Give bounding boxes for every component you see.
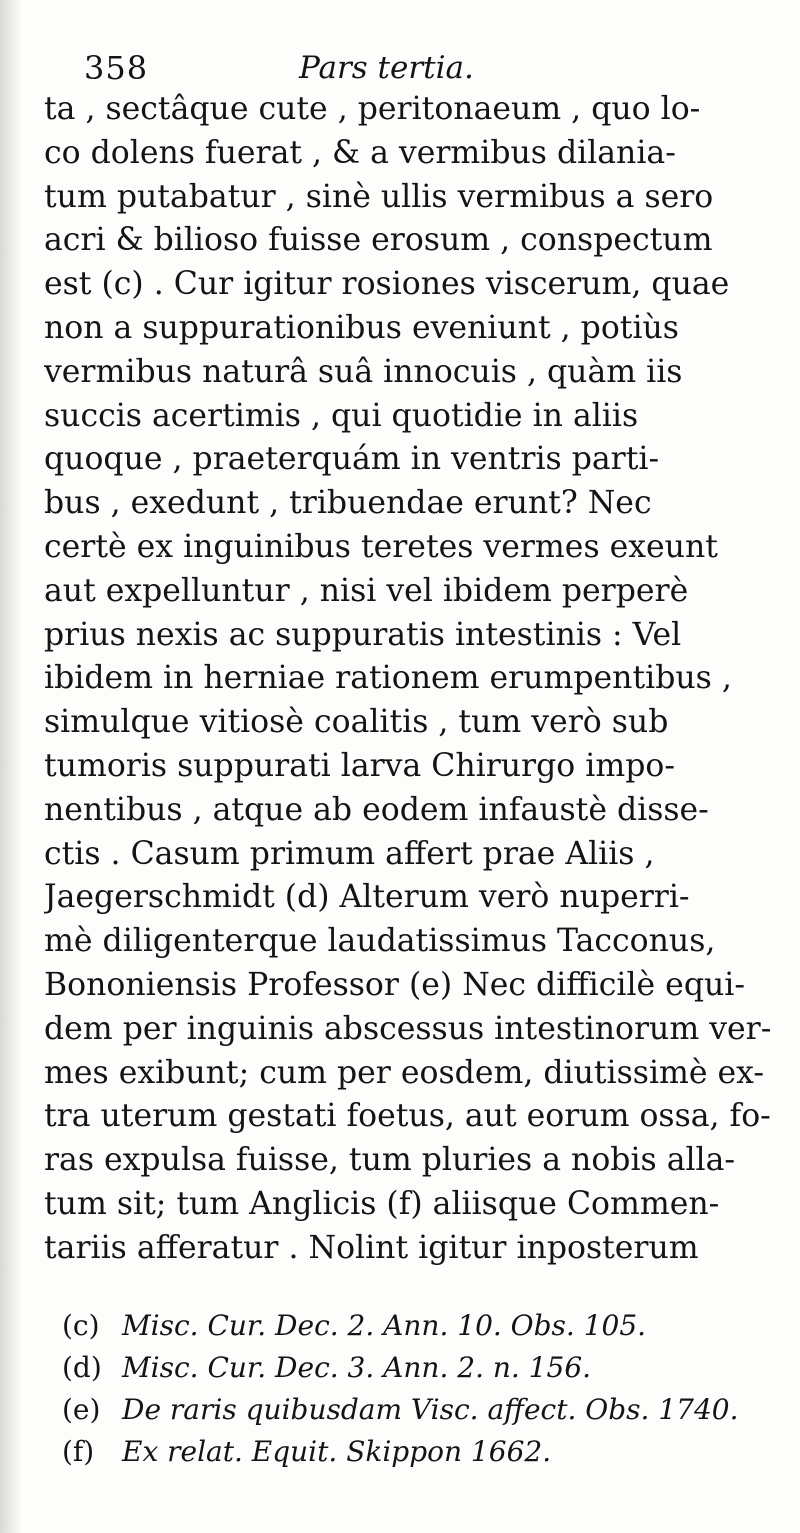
- footnote-e: [62, 1389, 788, 1431]
- text-line: tum putabatur , sinè ullis vermibus a sero: [44, 178, 714, 215]
- text-line: simulque vitiosè coalitis , tum verò sub: [44, 704, 669, 741]
- footnote-text: De raris quibusdam Visc. affect. Obs. 1740.: [122, 1393, 739, 1426]
- text-line: mes exibunt; cum per eosdem, diutissimè ex-: [44, 1054, 765, 1091]
- footnote-d: [62, 1347, 788, 1389]
- text-line: non a suppurationibus eveniunt , potiùs: [44, 309, 679, 346]
- footnote-text: Misc. Cur. Dec. 2. Ann. 10. Obs. 105.: [122, 1309, 647, 1342]
- text-line: succis acertimis , qui quotidie in aliis: [44, 397, 639, 434]
- text-line: prius nexis ac suppuratis intestinis : Vel: [44, 616, 682, 653]
- text-line: tumoris suppurati larva Chirurgo impo-: [44, 747, 675, 784]
- footnotes: [62, 1305, 788, 1473]
- running-head: [84, 44, 784, 92]
- footnote-c: [62, 1305, 788, 1347]
- text-line: aut expelluntur , nisi vel ibidem perperè: [44, 572, 689, 609]
- text-line: tra uterum gestati foetus, aut eorum ossa, fo-: [44, 1098, 771, 1135]
- page-gutter-shadow: [0, 0, 22, 1533]
- body-text: [44, 88, 788, 1271]
- footnote-mark: (d): [62, 1351, 102, 1384]
- page-number: 358: [84, 49, 149, 87]
- text-line: vermibus naturâ suâ innocuis , quàm iis: [44, 353, 683, 390]
- text-line: ras expulsa fuisse, tum pluries a nobis alla-: [44, 1142, 736, 1179]
- text-line: ctis . Casum primum affert prae Aliis ,: [44, 835, 655, 872]
- text-line: quoque , praeterquám in ventris parti-: [44, 441, 660, 478]
- text-line: tum sit; tum Anglicis (f) aliisque Commen-: [44, 1185, 720, 1222]
- text-line: tariis afferatur . Nolint igitur inposterum: [44, 1229, 699, 1266]
- text-line: mè diligenterque laudatissimus Tacconus,: [44, 923, 716, 960]
- text-line: nentibus , atque ab eodem infaustè disse-: [44, 791, 709, 828]
- footnote-mark: (e): [62, 1393, 101, 1426]
- text-line: bus , exedunt , tribuendae erunt? Nec: [44, 485, 652, 522]
- text-line: Bononiensis Professor (e) Nec difficilè equi-: [44, 966, 745, 1003]
- footnote-mark: (c): [62, 1309, 100, 1342]
- text-line: ibidem in herniae rationem erumpentibus ,: [44, 660, 732, 697]
- text-line: ta , sectâque cute , peritonaeum , quo lo-: [44, 91, 701, 127]
- text-line: acri & bilioso fuisse erosum , conspectum: [44, 222, 713, 259]
- text-line: est (c) . Cur igitur rosiones viscerum, quae: [44, 266, 730, 303]
- footnote-text: Misc. Cur. Dec. 3. Ann. 2. n. 156.: [122, 1351, 592, 1384]
- text-line: Jaegerschmidt (d) Alterum verò nuperri-: [44, 879, 690, 916]
- text-line: co dolens fuerat , & a vermibus dilania-: [44, 134, 676, 171]
- running-head-title: Pars tertia.: [299, 50, 474, 86]
- footnote-mark: (f): [62, 1435, 95, 1468]
- footnote-f: [62, 1431, 788, 1473]
- text-line: certè ex inguinibus teretes vermes exeunt: [44, 528, 718, 565]
- footnote-text: Ex relat. Equit. Skippon 1662.: [122, 1435, 552, 1468]
- text-line: dem per inguinis abscessus intestinorum ver-: [44, 1010, 772, 1047]
